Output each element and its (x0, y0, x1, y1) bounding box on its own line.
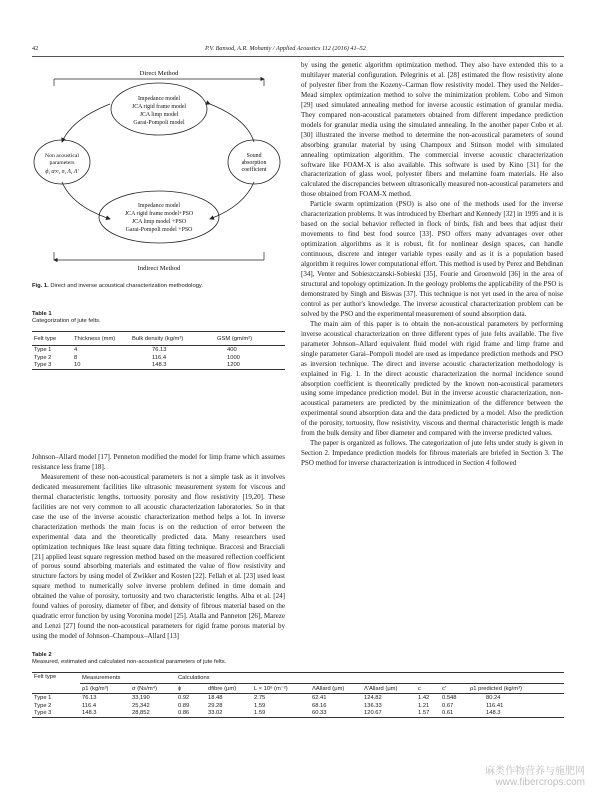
table-cell: 0.67 (442, 702, 454, 709)
sound-absorption-label-1: Sound (246, 153, 262, 159)
table-cell: 1.59 (254, 710, 266, 717)
figure-1-caption (32, 283, 285, 289)
header-rule (32, 56, 564, 57)
table-1-label: Table 1 (32, 311, 52, 317)
table-cell: 1000 (227, 354, 240, 361)
table-cell: 0.61 (442, 710, 454, 717)
table-cell: 120.67 (364, 710, 382, 717)
table-cell: 148.3 (486, 710, 501, 717)
table-1-header-row (32, 332, 285, 346)
cycle-arrow-top-left (62, 104, 110, 142)
table-cell: Type 3 (34, 710, 52, 717)
table-2-group-row (32, 673, 564, 684)
watermark-line-1: 麻类作物营养与施肥网 (485, 766, 585, 777)
table-cell: 33.02 (208, 710, 223, 717)
table-cell: 136.33 (364, 702, 382, 709)
table-cell: 28,852 (132, 710, 150, 717)
table-2-header: σ (Ns/m⁴) (132, 685, 158, 692)
table-cell: 116.4 (152, 354, 167, 361)
table-2-header: c (418, 685, 421, 692)
table-cell: 1.59 (254, 702, 266, 709)
table-2-group-calculations: Calculations (176, 673, 564, 684)
page-number: 42 (32, 45, 39, 52)
table-row (32, 362, 285, 370)
table-cell: 0.86 (178, 710, 190, 717)
left-column-text (32, 453, 285, 642)
table-cell: 1.42 (418, 694, 430, 701)
table-cell: 8 (74, 354, 78, 361)
body-paragraph: by using the genetic algorithm optimization method. They also have extended this to a multilayer material configuration. Pelegrinis et al. [28] estimated the flow resistivity alone of polyester fiber from the Kozeny–Carman flow resistivity model. They used the Nelder–Mead simplex optimization method to solve the minimization problem. Cobo and Simon [29] used simulated annealing method for inverse acoustic estimation of granular media. They compared non-acoustical parameters obtained from different impedance prediction models for granular media using the simulated annealing. In the another paper Cobo et al. [30] illustrated the inverse method to determine the non-acoustical parameters of sound absorbing granular material by using Champoux and Stinson model with simulated annealing optimization algorithm. The commercial inverse acoustic characterization software like FOAM-X is also available. This software is used by Kino [31] for the characterization of glass wool, polyester fibers and melamine foam materials. He also calculated the discrepancies between ultrasonically measured non-acoustical parameters and those obtained from FOAM-X method. (301, 61, 563, 199)
impedance-model-title: Impedance model (137, 96, 181, 102)
optimization-model-item-2: JCA limp model +PSO (131, 219, 187, 225)
table-cell: 124.82 (364, 694, 382, 701)
table-cell: 116.4 (82, 702, 97, 709)
table-1-header: Thickness (mm) (74, 335, 116, 342)
table-cell: 29.28 (208, 702, 223, 709)
non-acoustical-label-2: parameters (49, 160, 75, 166)
optimization-model-title: Impedance model (137, 203, 181, 209)
running-header: P.V. Bansod, A.R. Mohanty / Applied Acoustics 112 (2016) 41–52 (205, 45, 366, 52)
table-cell: 0.89 (178, 702, 190, 709)
indirect-method-label: Indirect Method (137, 265, 181, 272)
table-2-header: dfibre (μm) (208, 685, 237, 692)
table-row (32, 354, 285, 362)
figure-1-caption-label: Fig. 1. (32, 283, 49, 289)
table-1 (32, 331, 285, 370)
table-cell: 76.13 (82, 694, 97, 701)
table-1-header: GSM (gm/m²) (217, 335, 253, 342)
table-cell: 2.75 (254, 694, 266, 701)
table-2-header: Λ′Allard (μm) (364, 685, 398, 692)
sound-absorption-label-2: absorption (241, 160, 267, 166)
table-1-header: Felt type (34, 335, 57, 342)
figure-1-caption-text: Direct and inverse acoustical characterization methodology. (50, 283, 203, 289)
table-2-title: Measured, estimated and calculated non-acoustical parameters of jute felts. (32, 659, 227, 665)
table-cell: 18.48 (208, 694, 223, 701)
table-2-header: L × 10⁶ (m⁻²) (254, 685, 288, 692)
table-cell: 80.24 (486, 694, 501, 701)
table-cell: 25,342 (132, 702, 150, 709)
table-cell: 1200 (227, 362, 240, 369)
cycle-arrow-bottom-right (210, 182, 254, 219)
table-2-header: Felt type (34, 674, 57, 680)
optimization-model-item-1: JCA rigid frame model+PSO (124, 211, 194, 217)
table-cell: 400 (227, 346, 237, 353)
body-paragraph: The main aim of this paper is to obtain the non-acoustical parameters by performing inverse acoustical characterization on three different types of jute felts available. The five parameter Johnson–Allard equivalent fluid model with rigid frame and limp frame and single parameter Garai–Pompoli model are used as impedance prediction methods and PSO as inversion technique. The direct and inverse acoustic characterization methodology is explained in Fig. 1. In the direct acoustic characterization the normal incidence sound absorption coefficient is theoretically predicted by the known non-acoustical parameters using some impedance prediction model. But in the inverse acoustic characterization, non-acoustical parameters are predicted by the minimization of the difference between the experimental sound absorption data and the data predicted by a model. Also the prediction of the porosity, tortuosity, flow resistivity, viscous and thermal characteristic length is made from the bulk density and fiber diameter and compared with the inverse predicted values. (301, 319, 563, 438)
table-2-header: ΛAllard (μm) (312, 685, 345, 692)
right-column-text (301, 61, 563, 469)
table-cell: 0.548 (442, 694, 457, 701)
table-cell: 0.92 (178, 694, 190, 701)
table-2-header-row (32, 684, 564, 694)
impedance-model-item-1: JCA rigid frame model (131, 104, 187, 110)
table-cell: Type 1 (34, 346, 52, 353)
impedance-model-item-2: JCA limp model (139, 112, 179, 118)
table-cell: 10 (74, 362, 81, 369)
body-paragraph: Johnson–Allard model [17]. Penneton modified the model for limp frame which assumes resistance less frame [18]. (32, 453, 285, 471)
watermark-line-2: www.fibercrops.com (495, 777, 585, 788)
sound-absorption-label-3: coefficient (241, 167, 267, 173)
table-cell: Type 1 (34, 694, 52, 701)
table-2-label: Table 2 (32, 652, 52, 658)
table-2-header: ρ1 predicted (kg/m³) (470, 685, 522, 692)
table-cell: 76.13 (152, 346, 167, 353)
body-paragraph: The paper is organized as follows. The categorization of jute felts under study is given in Section 2. Impedance prediction models for fibrous materials are briefed in Section 3. The PSO method for inverse characterization is introduced in Section 4 followed (301, 439, 563, 468)
table-cell: 1.57 (418, 710, 430, 717)
cycle-arrow-top-right (210, 104, 254, 142)
non-acoustical-symbols: ϕ, α∞, σ, Λ, Λ′ (45, 169, 79, 175)
table-2 (32, 672, 564, 718)
figure-1-diagram (32, 64, 285, 279)
optimization-model-ellipse (99, 191, 219, 243)
table-cell: 33,190 (132, 694, 150, 701)
table-cell: 4 (74, 346, 78, 353)
watermark (485, 766, 585, 788)
table-cell: Type 2 (34, 702, 52, 709)
table-cell: Type 2 (34, 354, 52, 361)
non-acoustical-label-1: Non acoustical (45, 153, 79, 159)
optimization-model-item-3: Garai-Pompoli model +PSO (125, 227, 193, 233)
table-cell: 116.41 (486, 702, 504, 709)
table-row (32, 346, 285, 354)
table-cell: 148.3 (152, 362, 167, 369)
table-row (32, 702, 564, 710)
table-row (32, 694, 564, 702)
direct-method-label: Direct Method (139, 70, 179, 77)
table-1-header: Bulk density (kg/m³) (132, 335, 184, 342)
table-2-caption (32, 652, 226, 666)
table-1-title: Categorization of jute felts. (32, 318, 101, 324)
impedance-model-item-3: Garai-Pompoli model (133, 120, 185, 126)
body-paragraph: Measurement of these non-acoustical parameters is not a simple task as it involves dedicated measurement facilities like ultrasonic measurement system for viscous and thermal characteristic lengths, tortuosity porosity and flow resistivity [19,20]. These facilities are not very common to all acoustic characterization laboratories. So in that case the use of the inverse acoustic characterization method helps a lot. In inverse characterization methods the main focus is on the reduction of error between the experimental data and the theoretically predicted data. Many researchers used optimization techniques like least square data fitting technique. Braccesi and Bracciali [21] applied least square regression method based on the measured reflection coefficient of porous sound absorbing materials and estimated the value of flow resistivity and structure factors by using model of Zwikker and Kosten [22]. Fellah et al. [23] used least square method to numerically solve inverse problem defined in time domain and obtained the value of porosity, tortuosity and two characteristic lengths. Alba et al. [24] found values of porosity, diameter of fiber, and density of fibrous material based on the quadratic error function by using Voronina model [25]. Atalla and Panneton [26], Mareze and Lenzi [27] found the non-acoustical parameters for rigid frame porous material by using the model of Johnson–Champoux–Allard [13] (32, 472, 285, 641)
cycle-arrow-bottom-left (62, 182, 110, 219)
table-cell: 1.21 (418, 702, 430, 709)
table-2-header: c′ (442, 685, 446, 692)
table-row (32, 710, 564, 718)
table-cell: 62.41 (312, 694, 327, 701)
table-1-caption (32, 311, 101, 325)
table-cell: Type 3 (34, 362, 52, 369)
table-2-header: ρ1 (kg/m³) (82, 685, 109, 692)
table-2-header: ϕ (178, 685, 182, 692)
table-cell: 68.16 (312, 702, 327, 709)
table-cell: 148.3 (82, 710, 97, 717)
table-2-group-measurements: Measurements (80, 673, 176, 684)
table-cell: 60.33 (312, 710, 327, 717)
body-paragraph: Particle swarm optimization (PSO) is also one of the methods used for the inverse characterization problems. It was introduced by Eberhart and Kennedy [32] in 1995 and it is based on the social behavior reflected in flock of birds, fish and bees that adjust their movements to find best food source [33]. PSO offers many advantages over other optimization algorithms as it is robust, fit for nonlinear design spaces, can handle continuous, discrete and integer variable types easily and as it is a population based algorithm it requires lower computational effort. This method is used by Perez and Behdinan [34], Venter and Sobieszczanski-Sobieski [35], Fourie and Groenwold [36] in the area of structural and topology optimization. In the geology problems the applicability of the PSO is demonstrated by Singh and Biswas [37]. This technique is not yet used in the area of noise control as per author's knowledge. The inverse acoustical characterization problem can be solved by the PSO and the experimental measurement of sound absorption data. (301, 200, 563, 318)
